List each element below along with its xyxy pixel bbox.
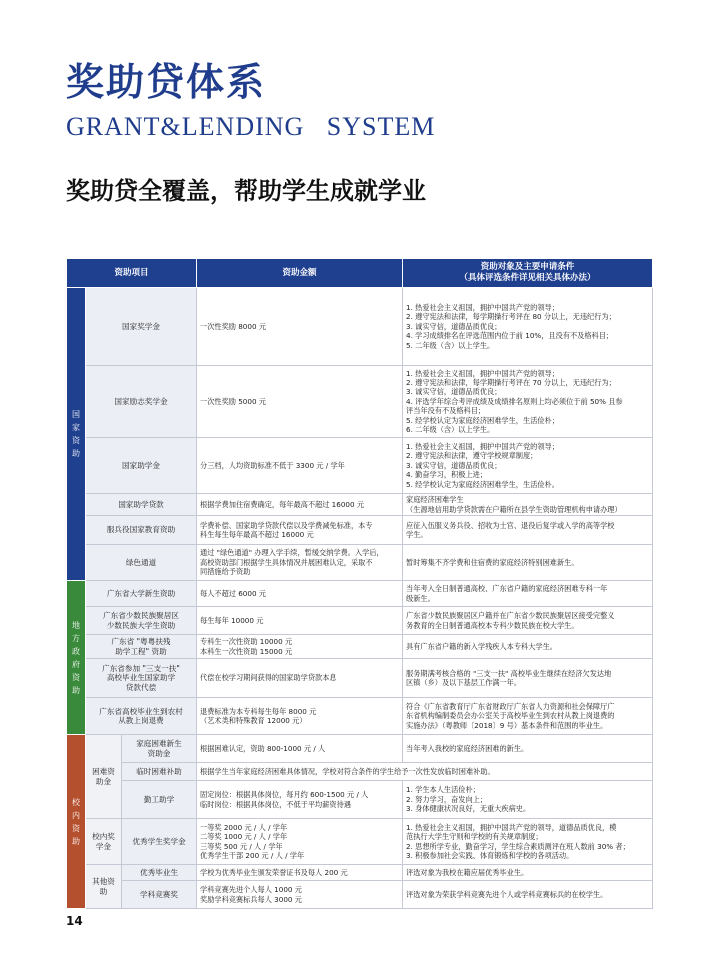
condition-cell — [403, 698, 653, 735]
text-line: 广东省参加 "三支一扶" — [102, 663, 180, 673]
group-hardship: 困难资助金 — [86, 735, 122, 819]
header-item: 资助项目 — [67, 259, 197, 288]
text-line: 5. 经学校认定为家庭经济困难学生，生活俭朴； — [406, 415, 559, 425]
item-name — [86, 581, 197, 607]
table-row — [67, 516, 653, 545]
table-row — [67, 494, 653, 516]
text-line: 少数民族大学生资助 — [106, 620, 176, 630]
item-name — [122, 763, 197, 781]
text-line: 5. 经学校认定为家庭经济困难学生，生活俭朴。 — [406, 479, 559, 489]
item-name — [122, 881, 197, 909]
text-line: 2. 遵守宪法和法律，每学期操行考评在 80 分以上，无违纪行为； — [406, 312, 616, 322]
text-line: （艺术类和特殊教育 12000 元） — [200, 716, 307, 725]
condition-cell — [403, 545, 653, 581]
amount-cell — [197, 607, 403, 635]
text-line: 广东省少数民族聚居区户籍并在广东省少数民族聚居区接受完整义 — [406, 611, 615, 621]
amount-cell — [197, 865, 403, 881]
text-line: 4. 学习成绩排名在评选范围内位于前 10%，且没有不及格科目； — [406, 331, 614, 341]
condition-cell — [403, 366, 653, 438]
item-name: 服兵役国家教育资助 — [86, 516, 197, 545]
table-row — [67, 366, 653, 438]
text-line: 分三档，人均资助标准不低于 3300 元 / 学年 — [200, 460, 345, 470]
item-name: 绿色通道 — [86, 545, 197, 581]
header-condition: 资助对象及主要申请条件 （具体评选条件详见相关具体办法） — [403, 259, 653, 288]
text-line: 评当年没有不及格科目； — [406, 406, 486, 416]
text-line: 当年考入我校的家庭经济困难的新生。 — [406, 743, 529, 753]
table-row — [67, 581, 653, 607]
text-line: 学科竞赛奖 — [140, 889, 178, 899]
text-line: 通过 "绿色通道" 办理入学手续，暂缓交纳学费。入学后， — [200, 548, 384, 558]
text-line: 本科生一次性资助 15000 元 — [200, 646, 293, 656]
text-line: 6. 二年级（含）以上学生。 — [406, 425, 495, 435]
amount-cell — [197, 698, 403, 735]
condition-cell — [403, 659, 653, 698]
text-line: 3. 身体健康状况良好，无重大疾病史。 — [406, 804, 531, 814]
item-name — [122, 735, 197, 763]
table-row — [67, 635, 653, 659]
amount-cell — [197, 781, 403, 819]
category-label: 校内资助 — [72, 797, 80, 846]
text-line: 一等奖 2000 元 / 人 / 学年 — [200, 822, 288, 832]
text-line: 1. 热爱社会主义祖国，拥护中国共产党的领导； — [406, 441, 559, 451]
amount-cell — [197, 545, 403, 581]
text-line: 学科竞赛先进个人每人 1000 元 — [200, 885, 302, 895]
category-school — [67, 735, 86, 909]
item-name — [122, 819, 197, 865]
amount-cell — [197, 516, 403, 545]
amount-cell — [197, 659, 403, 698]
condition-cell — [403, 865, 653, 881]
condition-cell — [403, 819, 653, 865]
text-line: 范执行大学生守则和学校的有关规章制度； — [406, 832, 543, 842]
text-line: 退费标准为本专科每生每年 8000 元 — [200, 706, 317, 716]
text-line: 资助金 — [147, 748, 171, 758]
text-line: 临时岗位：根据具体岗位，不低于平均薪资待遇 — [200, 799, 351, 809]
text-line: 勤工助学 — [143, 794, 175, 804]
text-line: 专科生一次性资助 10000 元 — [200, 637, 293, 647]
condition-cell — [403, 516, 653, 545]
table-row — [67, 607, 653, 635]
text-line: 优秀学生干部 200 元 / 人 / 学年 — [200, 850, 305, 860]
text-line: 同措施给予资助 — [200, 567, 251, 577]
table-row — [67, 819, 653, 865]
item-name: 国家励志奖学金 — [86, 366, 197, 438]
text-line: 固定岗位：根据具体岗位，每月约 600-1500 元 / 人 — [200, 790, 369, 800]
text-line: 3. 诚实守信，道德品质优良； — [406, 321, 502, 331]
item-name — [86, 635, 197, 659]
text-line: 从教上岗退费 — [118, 716, 164, 725]
condition-cell — [403, 881, 653, 909]
condition-cell — [403, 607, 653, 635]
category-national — [67, 288, 86, 581]
condition-cell — [403, 494, 653, 516]
text-line: 三等奖 500 元 / 人 / 学年 — [200, 841, 283, 851]
group-scholarship: 校内奖学金 — [86, 819, 122, 865]
amount-cell — [197, 819, 403, 865]
item-name — [122, 781, 197, 819]
text-line: 服务期满考核合格的 "三支一扶" 高校毕业生继续在经济欠发达地 — [406, 668, 612, 678]
text-line: 科生每生每年最高不超过 16000 元 — [200, 530, 314, 539]
text-line: 助学工程" 资助 — [115, 646, 167, 656]
amount-cell — [197, 366, 403, 438]
table-row — [67, 781, 653, 819]
text-line: 一次性奖励 5000 元 — [200, 396, 267, 406]
text-line: 家庭经济困难学生 — [406, 495, 464, 505]
text-line: 临时困难补助 — [136, 766, 182, 776]
amount-cell — [197, 735, 403, 763]
amount-cell — [197, 438, 403, 494]
text-line: 5. 二年级（含）以上学生。 — [406, 340, 495, 350]
text-line: 3. 诚实守信，道德品质优良； — [406, 460, 502, 470]
text-line: 符合《广东省教育厅广东省财政厅广东省人力资源和社会保障厅广 — [406, 701, 615, 711]
aid-table-container — [66, 258, 652, 909]
text-line: 2. 遵守宪法和法律，每学期操行考评在 70 分以上，无违纪行为； — [406, 377, 616, 387]
text-line: 当年考入全日制普通高校、广东省户籍的家庭经济困难专科一年 — [406, 584, 608, 594]
condition-cell — [403, 735, 653, 763]
text-line: 实施办法》（粤教师〔2018〕9 号）基本条件和范围的毕业生。 — [406, 720, 608, 730]
text-line: 学校为优秀毕业生颁发荣誉证书及每人 200 元 — [200, 867, 348, 877]
text-line: 广东省少数民族聚居区 — [103, 611, 179, 621]
table-row — [67, 735, 653, 763]
text-line: 代偿在校学习期间获得的国家助学贷款本息 — [200, 673, 337, 683]
text-line: 奖励学科竞赛标兵每人 3000 元 — [200, 894, 302, 904]
item-name — [122, 865, 197, 881]
text-line: 评选对象为我校在籍应届优秀毕业生。 — [406, 867, 529, 877]
condition-cell — [403, 781, 653, 819]
category-label: 国家资助 — [72, 410, 80, 458]
text-line: 贷款代偿 — [125, 682, 157, 692]
text-line: 根据学费加住宿费确定，每年最高不超过 16000 元 — [200, 499, 365, 509]
item-name: 国家助学贷款 — [86, 494, 197, 516]
text-line: 二等奖 1000 元 / 人 / 学年 — [200, 832, 288, 842]
text-line: 家庭困难新生 — [136, 739, 182, 749]
text-line: 暂时筹集不齐学费和住宿费的家庭经济特别困难新生。 — [406, 557, 579, 567]
text-line: 高校毕业生国家助学 — [106, 673, 176, 683]
text-line: 广东省 "粤粤扶残 — [111, 637, 171, 647]
text-line: 广东省高校毕业生到农村 — [99, 706, 183, 716]
text-line: 2. 思想所学专业，勤奋学习，学生综合素质测评在班人数前 30% 者； — [406, 841, 630, 851]
header-amount: 资助金额 — [197, 259, 403, 288]
amount-cell — [197, 288, 403, 366]
text-line: 务教育的全日制普通高校本专科少数民族在校大学生。 — [406, 620, 579, 630]
text-line: 每生每年 10000 元 — [200, 615, 264, 625]
item-name: 国家助学金 — [86, 438, 197, 494]
text-line: 4. 勤奋学习，积极上进； — [406, 470, 488, 480]
text-line: 2. 努力学习，奋发向上； — [406, 794, 488, 804]
text-line: 3. 积极参加社会实践、体育锻炼和学校的各项活动。 — [406, 850, 574, 860]
text-line: 广东省大学新生资助 — [106, 588, 176, 598]
text-line: 1. 学生本人生活俭朴； — [406, 785, 480, 795]
page-subtitle: 奖助贷全覆盖，帮助学生成就学业 — [66, 177, 426, 205]
text-line: 区镇（乡）及以下基层工作满一年。 — [406, 678, 522, 687]
text-line: 具有广东省户籍的新入学残疾人本专科大学生。 — [406, 641, 557, 651]
condition-cell — [403, 581, 653, 607]
table-header-row — [67, 259, 653, 288]
text-line: 学费补偿、国家助学贷款代偿以及学费减免标准，本专 — [200, 520, 373, 530]
text-line: 1. 热爱社会主义祖国，拥护中国共产党的领导； — [406, 302, 559, 312]
amount-cell — [197, 881, 403, 909]
group-other: 其他资助 — [86, 865, 122, 909]
amount-cell — [197, 635, 403, 659]
item-name — [86, 698, 197, 735]
text-line: 根据困难认定，资助 800-1000 元 / 人 — [200, 743, 326, 753]
table-row — [67, 698, 653, 735]
text-line: 评选对象为荣获学科竞赛先进个人或学科竞赛标兵的在校学生。 — [406, 889, 608, 899]
category-label: 地方政府资助 — [72, 620, 80, 695]
text-line: 优秀学生奖学金 — [132, 836, 186, 846]
text-line: （生源地信用助学贷款需在户籍所在县学生资助管理机构申请办理） — [406, 504, 622, 514]
table-row — [67, 659, 653, 698]
amount-cell — [197, 494, 403, 516]
table-row — [67, 881, 653, 909]
table-row — [67, 545, 653, 581]
page-title: 奖助贷体系 — [66, 60, 267, 104]
item-name: 国家奖学金 — [86, 288, 197, 366]
table-row — [67, 763, 653, 781]
text-line: 东省机构编制委员会办公室关于高校毕业生到农村从教上岗退费的 — [406, 711, 615, 721]
merged-cell: 根据学生当年家庭经济困难具体情况，学校对符合条件的学生给予一次性发放临时困难补助。 — [197, 763, 653, 781]
condition-cell — [403, 288, 653, 366]
item-name — [86, 607, 197, 635]
text-line: 1. 热爱社会主义祖国，拥护中国共产党的领导； — [406, 368, 559, 378]
text-line: 级新生。 — [406, 593, 435, 603]
category-local — [67, 581, 86, 735]
text-line: 高校资助部门根据学生具体情况并展困难认定，采取不 — [200, 557, 373, 567]
text-line: 4. 评选学年综合考评成绩及成绩排名原则上均必须位于前 50% 且参 — [406, 396, 623, 406]
item-name — [86, 659, 197, 698]
text-line: 每人不超过 6000 元 — [200, 588, 267, 598]
page-title-english: GRANT&LENDING SYSTEM — [66, 112, 436, 141]
aid-table — [66, 258, 653, 909]
text-line: 1. 热爱社会主义祖国，拥护中国共产党的领导，道德品质优良，模 — [406, 822, 617, 832]
text-line: 一次性奖励 8000 元 — [200, 321, 267, 331]
text-line: 学生。 — [406, 530, 428, 539]
amount-cell — [197, 581, 403, 607]
text-line: 应征入伍服义务兵役、招收为士官、退役后复学或入学的高等学校 — [406, 520, 615, 530]
table-row — [67, 438, 653, 494]
condition-cell — [403, 635, 653, 659]
text-line: 优秀毕业生 — [140, 867, 178, 877]
table-row — [67, 288, 653, 366]
table-row — [67, 865, 653, 881]
text-line: 2. 遵守宪法和法律，遵守学校规章制度； — [406, 451, 538, 461]
table-body — [67, 288, 653, 909]
condition-cell — [403, 438, 653, 494]
page-number: 14 — [66, 914, 83, 928]
text-line: 3. 诚实守信，道德品质优良； — [406, 387, 502, 397]
